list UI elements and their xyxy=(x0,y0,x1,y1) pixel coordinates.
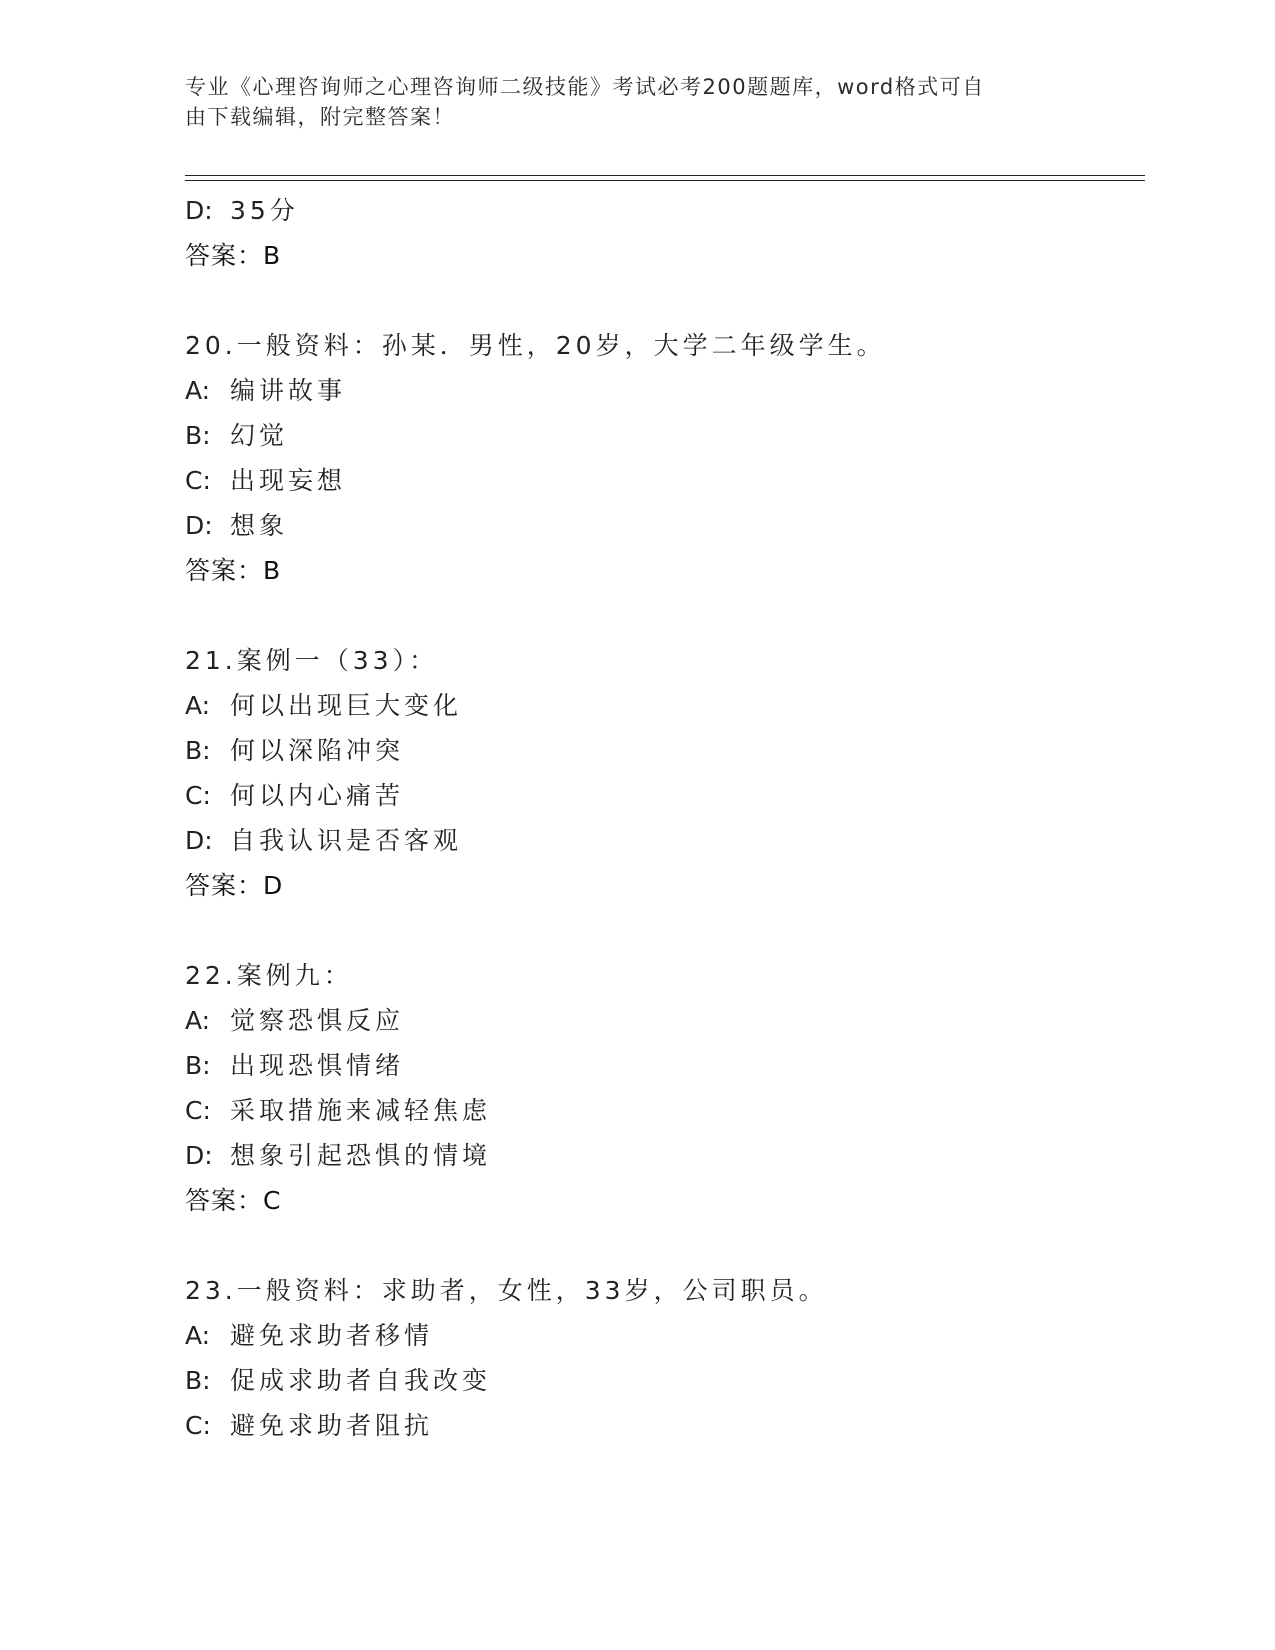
option-text: 想象引起恐惧的情境 xyxy=(230,1141,492,1170)
option-text: 何以出现巨大变化 xyxy=(230,691,463,720)
option-text: 35分 xyxy=(230,196,299,225)
option-d xyxy=(185,188,1145,233)
question-item xyxy=(185,323,1145,593)
option-text: 出现恐惧情绪 xyxy=(230,1051,405,1080)
option-text: 采取措施来减轻焦虑 xyxy=(230,1096,492,1125)
header-line-1: 专业《心理咨询师之心理咨询师二级技能》考试必考200题题库，word格式可自 xyxy=(185,75,985,99)
option-text: 避免求助者阻抗 xyxy=(230,1411,434,1440)
option-letter: D: xyxy=(185,1141,213,1170)
option-text: 幻觉 xyxy=(230,421,289,450)
question-item xyxy=(185,953,1145,1223)
option-text: 自我认识是否客观 xyxy=(230,826,463,855)
option-text: 想象 xyxy=(230,511,289,540)
option-b xyxy=(185,1043,1145,1088)
option-c xyxy=(185,773,1145,818)
option-letter: A: xyxy=(185,1321,211,1350)
question-stem: 23.一般资料：求助者，女性，33岁，公司职员。 xyxy=(185,1276,828,1305)
spacer xyxy=(185,1223,1145,1268)
option-d xyxy=(185,503,1145,548)
answer-line: 答案：B xyxy=(185,556,282,585)
option-c xyxy=(185,1403,1145,1448)
option-b xyxy=(185,1358,1145,1403)
option-a xyxy=(185,683,1145,728)
option-letter: B: xyxy=(185,736,211,765)
option-a xyxy=(185,1313,1145,1358)
page-header xyxy=(185,72,1065,132)
question-stem: 21.案例一（33）： xyxy=(185,646,439,675)
option-b xyxy=(185,413,1145,458)
spacer xyxy=(185,278,1145,323)
option-letter: C: xyxy=(185,466,211,495)
question-stem: 22.案例九： xyxy=(185,961,353,990)
spacer xyxy=(185,908,1145,953)
option-d xyxy=(185,818,1145,863)
question-stem: 20.一般资料：孙某．男性，20岁，大学二年级学生。 xyxy=(185,331,886,360)
option-c xyxy=(185,458,1145,503)
option-text: 避免求助者移情 xyxy=(230,1321,434,1350)
option-text: 促成求助者自我改变 xyxy=(230,1366,492,1395)
spacer xyxy=(185,593,1145,638)
option-letter: C: xyxy=(185,1096,211,1125)
option-text: 何以内心痛苦 xyxy=(230,781,405,810)
question-item xyxy=(185,638,1145,908)
option-d xyxy=(185,1133,1145,1178)
option-letter: D: xyxy=(185,826,213,855)
option-text: 编讲故事 xyxy=(230,376,347,405)
option-letter: A: xyxy=(185,1006,211,1035)
header-divider xyxy=(185,175,1145,181)
header-line-2: 由下载编辑，附完整答案！ xyxy=(185,105,455,129)
question-list xyxy=(185,188,1145,1448)
option-letter: A: xyxy=(185,691,211,720)
option-letter: C: xyxy=(185,781,211,810)
answer-line: 答案：C xyxy=(185,1186,282,1215)
option-a xyxy=(185,368,1145,413)
option-c xyxy=(185,1088,1145,1133)
answer-line: 答案：D xyxy=(185,871,284,900)
option-letter: D: xyxy=(185,196,213,225)
answer-line: 答案：B xyxy=(185,241,282,270)
option-letter: C: xyxy=(185,1411,211,1440)
option-text: 出现妄想 xyxy=(230,466,347,495)
option-letter: B: xyxy=(185,1051,211,1080)
question-item xyxy=(185,1268,1145,1448)
option-letter: D: xyxy=(185,511,213,540)
option-text: 何以深陷冲突 xyxy=(230,736,405,765)
option-b xyxy=(185,728,1145,773)
option-letter: B: xyxy=(185,1366,211,1395)
option-text: 觉察恐惧反应 xyxy=(230,1006,405,1035)
option-letter: B: xyxy=(185,421,211,450)
option-letter: A: xyxy=(185,376,211,405)
option-a xyxy=(185,998,1145,1043)
